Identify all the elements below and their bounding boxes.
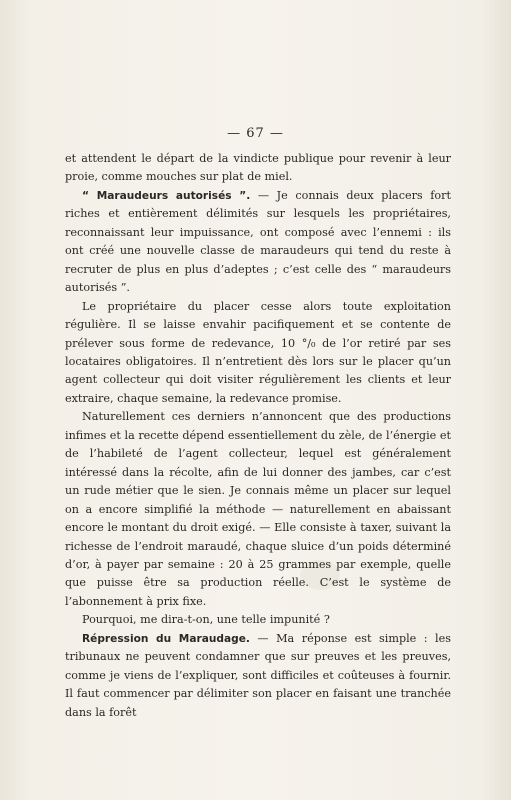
paragraph-2: [65, 187, 451, 298]
page-number: — 67 —: [227, 126, 284, 141]
paragraph-4: [65, 408, 451, 611]
paragraph-5-text: Pourquoi, me dira-t-on, une telle impunité ?: [82, 613, 330, 627]
paragraph-3-text: Le propriétaire du placer cesse alors toute exploitation régulière. Il se laisse envahir pacifiquement et se contente de prélever sous forme de redevance, 10 °/₀ de l’or retiré par ses locataires obligatoires. Il n’entretient dès lors sur le placer qu’un agent collecteur qui doit visiter régulièrement les clients et leur extraire, chaque semaine, la redevance promise.: [65, 299, 451, 405]
paragraph-5: [65, 611, 451, 629]
section-heading-maraudeurs: “ Maraudeurs autorisés ”.: [82, 189, 251, 202]
section-heading-repression: Répression du Maraudage.: [82, 632, 250, 645]
paragraph-3: [65, 298, 451, 409]
body-text: [65, 150, 451, 722]
paragraph-2-text: — Je connais deux placers fort riches et entièrement délimités sur lesquels les propriétaires, reconnaissant leur impuissance, ont composé avec l’ennemi : ils ont créé une nouvelle classe de maraudeurs qui tend du reste à recruter de plus en plus d’adeptes ; c’est celle des “ maraudeurs autorisés ”.: [65, 188, 451, 295]
paragraph-1-text: et attendent le départ de la vindicte publique pour revenir à leur proie, comme mouches sur plat de miel.: [65, 152, 451, 184]
paragraph-6-text: — Ma réponse est simple : les tribunaux ne peuvent condamner que sur preuves et les preuves, comme je viens de l’expliquer, sont difficiles et coûteuses à fournir. Il faut commencer par délimiter son placer en faisant une tranchée dans la forêt: [65, 631, 452, 719]
paragraph-1: [65, 150, 451, 187]
paragraph-6: [65, 630, 451, 722]
paragraph-4-text: Naturellement ces derniers n’annoncent que des productions infimes et la recette dépend essentiellement du zèle, de l’énergie et de l’habileté de l’agent collecteur, lequel est généralement intéressé dans la récolte, afin de lui donner des jambes, car c’est un rude métier que le sien. Je connais même un placer sur lequel on a encore simplifié la méthode — naturellement en abaissant encore le montant du droit exigé. — Elle consiste à taxer, suivant la richesse de l’endroit maraudé, chaque sluice d’un poids déterminé d’or, à payer par semaine : 20 à 25 grammes par exemple, quelle que puisse être sa production réelle. C’est le système de l’abonnement à prix fixe.: [65, 410, 451, 608]
